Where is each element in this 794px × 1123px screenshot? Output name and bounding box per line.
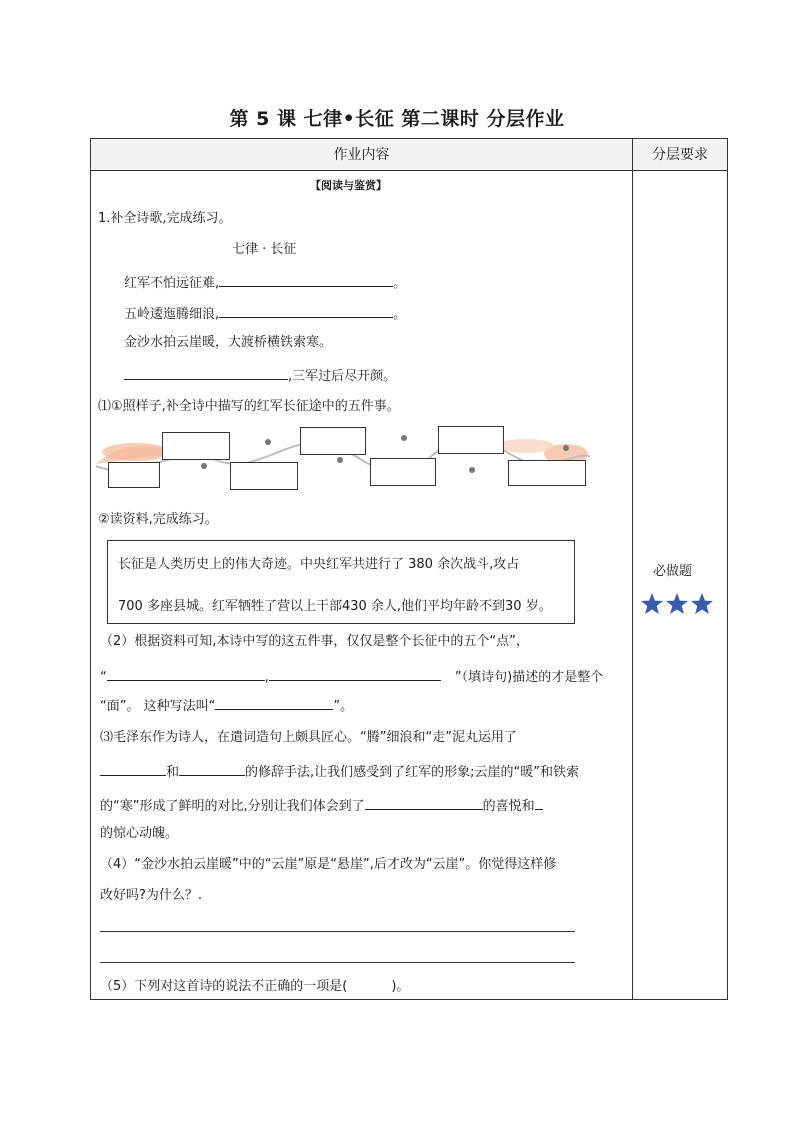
event-box-2 <box>162 432 230 460</box>
fill-blank[interactable] <box>535 795 543 810</box>
q4-line-1: （4）“金沙水拍云崖暖”中的“云崖”原是“悬崖”,后才改为“云崖”。你觉得这样修 <box>100 857 557 872</box>
header-content: 作业内容 <box>333 147 390 163</box>
q2-line-1: （2）根据资料可知,本诗中写的这五件事，仅仅是整个长征中的五个“点”， <box>100 634 529 649</box>
event-box-1 <box>108 462 160 488</box>
q1-prompt: 1.补全诗歌,完成练习。 <box>98 211 232 226</box>
header-level: 分层要求 <box>652 147 708 163</box>
event-box-3[interactable] <box>230 462 298 490</box>
q2-line-3: “面”。 这种写法叫“ ”。 <box>100 695 353 716</box>
q3-line-4: 的惊心动魄。 <box>100 826 179 841</box>
fill-blank[interactable] <box>107 666 265 681</box>
event-box-5 <box>370 458 436 486</box>
event-box-7 <box>508 460 586 486</box>
material-line-2: 700 多座县城。红军牺牲了营以上干部430 余人,他们平均年龄不到30 岁。 <box>118 599 552 614</box>
answer-line[interactable] <box>100 962 575 963</box>
long-march-diagram <box>96 424 590 490</box>
fill-blank[interactable] <box>100 761 166 776</box>
fill-blank[interactable] <box>219 303 393 318</box>
fill-blank[interactable] <box>124 365 288 380</box>
page-title: 第 5 课 七律•长征 第二课时 分层作业 <box>229 108 565 130</box>
poem-line-1: 红军不怕远征难, 。 <box>124 272 406 293</box>
section-heading: 【阅读与鉴赏】 <box>310 179 387 192</box>
fill-blank[interactable] <box>219 272 393 287</box>
star-icon <box>666 593 688 614</box>
q3-line-1: ⑶毛泽东作为诗人，在遣词造句上颇具匠心。“腾”细浪和“走”泥丸运用了 <box>100 730 517 745</box>
difficulty-stars <box>640 592 714 616</box>
poem-line-3: 金沙水拍云崖暖，大渡桥横铁索寒。 <box>124 335 333 350</box>
fill-blank[interactable] <box>215 695 333 710</box>
poem-line-2: 五岭逶迤腾细浪, 。 <box>124 303 406 324</box>
material-line-1: 长征是人类历史上的伟大奇迹。中央红军共进行了 380 余次战斗,攻占 <box>118 557 520 572</box>
q2-line-2: “ , ”（填诗句)描述的才是整个 <box>100 666 603 687</box>
q3-line-2: 和 的修辞手法,让我们感受到了红军的形象;云崖的“暖”和铁索 <box>100 761 579 782</box>
poem-line-4: ,三军过后尽开颜。 <box>124 365 396 386</box>
event-box-6 <box>438 426 504 454</box>
poem-line-1-text: 红军不怕远征难, <box>124 276 220 291</box>
q3-line-3: 的“寒”形成了鲜明的对比,分别让我们体会到了 的喜悦和 <box>100 795 543 816</box>
answer-line[interactable] <box>100 931 575 932</box>
star-icon <box>641 593 663 614</box>
q5-line: （5）下列对这首诗的说法不正确的一项是( )。 <box>100 979 410 994</box>
event-box-4[interactable] <box>300 427 366 455</box>
fill-blank[interactable] <box>179 761 245 776</box>
poem-title: 七律 · 长征 <box>232 242 297 257</box>
sub-question-1: ⑴①照样子,补全诗中描写的红军长征途中的五件事。 <box>98 399 400 414</box>
level-label: 必做题 <box>653 564 693 579</box>
fill-blank[interactable] <box>365 795 483 810</box>
star-icon <box>691 593 713 614</box>
poem-line-2-text: 五岭逶迤腾细浪, <box>124 307 220 322</box>
sub-question-2: ②读资料,完成练习。 <box>98 512 218 527</box>
fill-blank[interactable] <box>269 666 441 681</box>
q4-line-2: 改好吗?为什么？. <box>100 888 203 903</box>
column-divider <box>632 139 633 999</box>
